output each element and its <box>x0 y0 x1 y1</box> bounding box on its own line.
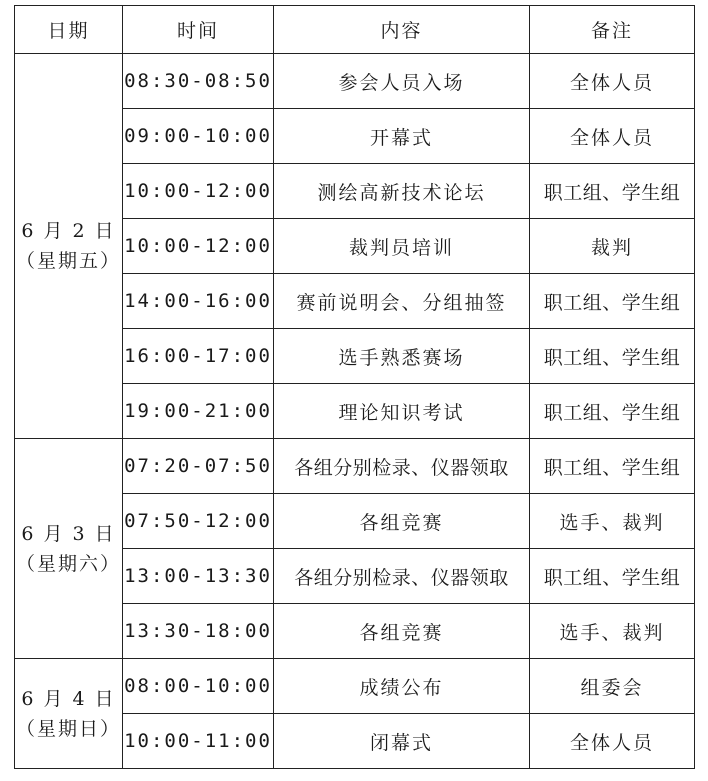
date-cell-day-2 <box>15 439 123 659</box>
time-cell: 10:00-12:00 <box>123 219 274 274</box>
content-cell: 理论知识考试 <box>274 384 530 439</box>
content-cell: 成绩公布 <box>274 659 530 714</box>
header-note: 备注 <box>530 6 695 54</box>
date-label: 6 月 2 日 <box>21 220 116 242</box>
table-body <box>15 54 695 769</box>
header-time: 时间 <box>123 6 274 54</box>
table-row <box>15 439 695 494</box>
note-cell: 全体人员 <box>530 54 695 109</box>
time-cell: 19:00-21:00 <box>123 384 274 439</box>
note-cell: 职工组、学生组 <box>530 384 695 439</box>
content-cell: 各组竞赛 <box>274 494 530 549</box>
note-cell: 全体人员 <box>530 109 695 164</box>
time-cell: 07:20-07:50 <box>123 439 274 494</box>
note-cell: 组委会 <box>530 659 695 714</box>
time-cell: 09:00-10:00 <box>123 109 274 164</box>
weekday-label: （星期五） <box>15 250 121 272</box>
time-cell: 13:30-18:00 <box>123 604 274 659</box>
time-cell: 10:00-12:00 <box>123 164 274 219</box>
time-cell: 08:30-08:50 <box>123 54 274 109</box>
header-row <box>15 6 695 54</box>
weekday-label: （星期日） <box>15 717 121 740</box>
content-cell: 裁判员培训 <box>274 219 530 274</box>
note-cell: 职工组、学生组 <box>530 274 695 329</box>
table-row <box>15 659 695 714</box>
content-cell: 各组分别检录、仪器领取 <box>274 549 530 604</box>
note-cell: 职工组、学生组 <box>530 329 695 384</box>
content-cell: 测绘高新技术论坛 <box>274 164 530 219</box>
content-cell: 各组竞赛 <box>274 604 530 659</box>
time-cell: 13:00-13:30 <box>123 549 274 604</box>
table-row <box>15 54 695 109</box>
date-cell-day-3 <box>15 659 123 769</box>
content-cell: 开幕式 <box>274 109 530 164</box>
time-cell: 16:00-17:00 <box>123 329 274 384</box>
content-cell: 各组分别检录、仪器领取 <box>274 439 530 494</box>
date-label: 6 月 3 日 <box>21 522 116 545</box>
time-cell: 14:00-16:00 <box>123 274 274 329</box>
schedule-table <box>14 5 695 769</box>
header-date: 日期 <box>15 6 123 54</box>
note-cell: 全体人员 <box>530 714 695 769</box>
date-label: 6 月 4 日 <box>21 687 116 710</box>
header-content: 内容 <box>274 6 530 54</box>
time-cell: 10:00-11:00 <box>123 714 274 769</box>
content-cell: 闭幕式 <box>274 714 530 769</box>
note-cell: 职工组、学生组 <box>530 164 695 219</box>
content-cell: 选手熟悉赛场 <box>274 329 530 384</box>
time-cell: 08:00-10:00 <box>123 659 274 714</box>
content-cell: 参会人员入场 <box>274 54 530 109</box>
time-cell: 07:50-12:00 <box>123 494 274 549</box>
note-cell: 选手、裁判 <box>530 604 695 659</box>
weekday-label: （星期六） <box>15 552 121 575</box>
table-header <box>15 6 695 54</box>
note-cell: 职工组、学生组 <box>530 439 695 494</box>
content-cell: 赛前说明会、分组抽签 <box>274 274 530 329</box>
date-cell-day-1 <box>15 54 123 439</box>
note-cell: 选手、裁判 <box>530 494 695 549</box>
note-cell: 职工组、学生组 <box>530 549 695 604</box>
note-cell: 裁判 <box>530 219 695 274</box>
